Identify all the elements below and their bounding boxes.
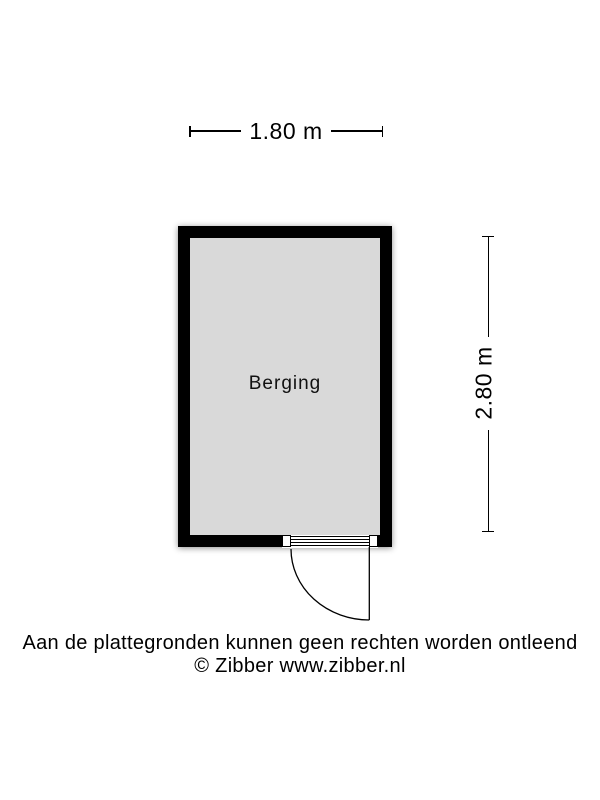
disclaimer-text: Aan de plattegronden kunnen geen rechten worden ontleend <box>22 632 578 654</box>
height-dimension-line-bottom <box>488 430 490 532</box>
height-dimension-tick-top <box>482 236 494 238</box>
room-label: Berging <box>248 372 322 394</box>
room-berging <box>178 226 392 547</box>
height-dimension-line-top <box>488 236 490 337</box>
dimension-line-left <box>191 130 242 132</box>
width-dimension-label: 1.80 m <box>249 118 323 144</box>
dimension-tick-right <box>382 126 384 137</box>
door-swing-arc <box>291 549 369 620</box>
door-swing-symbol <box>280 540 380 628</box>
footer <box>0 632 600 678</box>
credit-text: © Zibber www.zibber.nl <box>194 655 406 677</box>
height-dimension-label: 2.80 m <box>470 346 497 420</box>
dimension-line-right <box>331 130 382 132</box>
height-dimension-tick-bottom <box>482 531 494 533</box>
width-dimension <box>189 119 383 143</box>
